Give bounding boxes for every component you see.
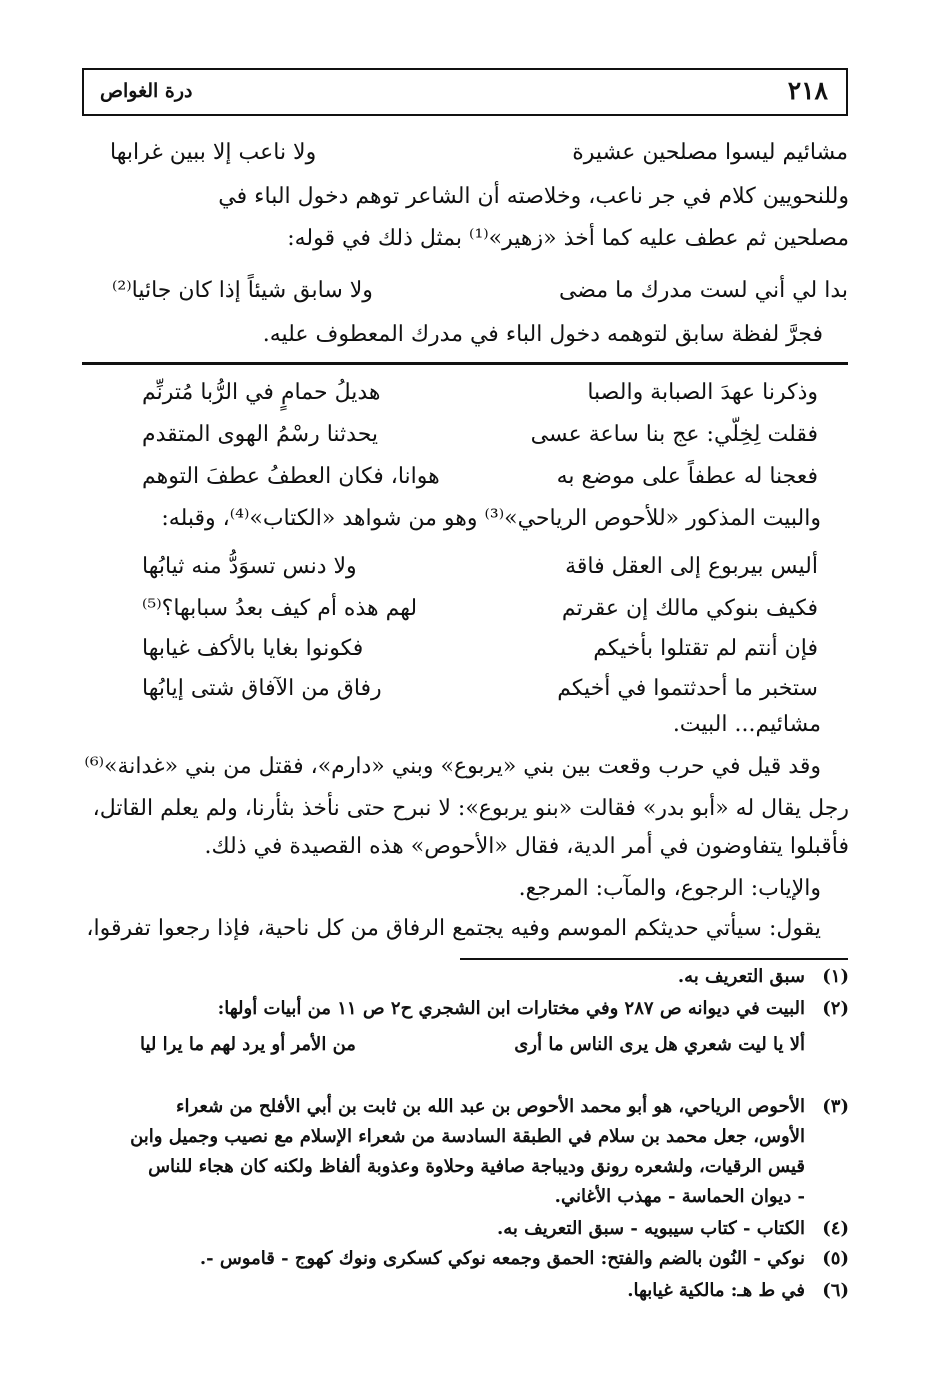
verse-first-hemistich: بدا لي أني لست مدرك ما مضى (558, 278, 848, 303)
footnote-number: (٣) (822, 1096, 849, 1117)
verse-second-hemistich: هوانا، فكان العطفُ عطفَ التوهم (142, 464, 440, 489)
verse-first-hemistich: وذكرنا عهدَ الصبابة والصبا (587, 380, 818, 405)
text-line: وللنحويين كلام في جر ناعب، وخلاصته أن الشاعر توهم دخول الباء في (218, 184, 849, 209)
verse-line (82, 554, 848, 586)
footnote-text: قيس الرقيات، ولشعره رونق وديباجة صافية وحلاوة وعذوبة ألفاظ ولكنه كان هجاء للناس (148, 1156, 805, 1177)
section-divider (82, 362, 848, 365)
verse-second-hemistich: ولا ناعب إلا ببين غرابها (110, 140, 317, 165)
verse-first-hemistich: فعجنا له عطفاً على موضع به (556, 464, 818, 489)
verse-line (82, 380, 848, 412)
footnote-text: في ط هـ: مالكية غيابها. (627, 1280, 805, 1301)
footnote-text: الكتاب - كتاب سيبويه - سبق التعريف به. (496, 1218, 805, 1239)
text-line: وقد قيل في حرب وقعت بين بني «يربوع» وبني «دارم»، فقتل من بني «غدانة»⁽⁶⁾ (84, 754, 821, 779)
verse-second-hemistich: لهم هذه أم كيف بعدُ سبابها؟⁽⁵⁾ (142, 596, 418, 621)
text-line: والبيت المذكور «للأحوص الرياحي»⁽³⁾ وهو من شواهد «الكتاب»⁽⁴⁾، وقبله: (161, 506, 821, 531)
verse-first-hemistich: أليس بيربوع إلى العقل فاقة (565, 554, 818, 579)
verse-line (82, 278, 848, 310)
verse-second-hemistich: ولا دنس تسوَدُّ منه ثيابُها (142, 554, 357, 579)
text-line: فجرَّ لفظة سابق لتوهمه دخول الباء في مدرك المعطوف عليه. (262, 322, 823, 347)
footnote-number: (٥) (822, 1248, 849, 1269)
footnote-text: الأوس، جعل محمد بن سلام في الطبقة السادسة من شعراء الإسلام مع نصيب وجميل وابن (130, 1126, 805, 1147)
footnote-text: نوكي - النُون بالضم والفتح: الحمق وجمعه نوكي كسكرى ونوك كهوج - قاموس -. (199, 1248, 805, 1269)
verse-line (82, 464, 848, 496)
verse-second-hemistich: فكونوا بغايا بالأكف غيابها (142, 636, 364, 661)
page-number: ٢١٨ (787, 76, 828, 105)
footnote-divider (460, 958, 848, 960)
footnote-text: الأحوص الرياحي، هو أبو محمد الأحوص بن عبد الله بن ثابت بن أبي الأفلح من شعراء (176, 1096, 805, 1117)
footnote-text: - ديوان الحماسة - مهذب الأغاني. (554, 1186, 805, 1207)
text-line: مشائيم... البيت. (672, 712, 821, 737)
verse-second-hemistich: يحدثنا رسْمُ الهوى المتقدم (142, 422, 379, 447)
verse-first-hemistich: فإن أنتم لم تقتلوا بأخيكم (593, 636, 818, 661)
footnote-text: البيت في ديوانه ص ٢٨٧ وفي مختارات ابن الشجري ح٢ ص ١١ من أبيات أولها: (217, 998, 805, 1019)
footnote-number: (١) (822, 966, 849, 987)
verse-first-hemistich: ستخبر ما أحدثتموا في أخيكم (557, 676, 818, 701)
text-line: مصلحين ثم عطف عليه كما أخذ «زهير»⁽¹⁾ بمثل ذلك في قوله: (287, 226, 849, 251)
verse-second-hemistich: هديلُ حمامٍ في الرُّبا مُترنِّم (142, 380, 381, 405)
footnote-number: (٤) (822, 1218, 849, 1239)
verse-first-hemistich: مشائيم ليسوا مصلحين عشيرة (572, 140, 848, 165)
verse-second-hemistich: ولا سابق شيئاً إذا كان جائيا⁽²⁾ (112, 278, 373, 303)
footnote-number: (٦) (822, 1280, 849, 1301)
verse-first-hemistich: فقلت لِخِلّي: عج بنا ساعة عسى (530, 422, 818, 447)
verse-line (82, 596, 848, 628)
text-line: والإياب: الرجوع، والمآب: المرجع. (518, 876, 821, 901)
verse-line (82, 636, 848, 668)
verse-line (82, 140, 848, 172)
verse-line (82, 676, 848, 708)
footnote-verse-first: ألا يا ليت شعري هل يرى الناس ما أرى (514, 1034, 805, 1055)
running-title: درة الغواص (100, 80, 193, 102)
verse-line (82, 422, 848, 454)
verse-first-hemistich: فكيف بنوكي مالك إن عقرتم (561, 596, 818, 621)
footnote-verse-second: من الأمر أو يرد لهم ما يرا ليا (140, 1034, 356, 1055)
page-header (82, 68, 848, 116)
text-line: رجل يقال له «أبو بدر» فقالت «بنو يربوع»: لا نبرح حتى نأخذ بثأرنا، ولم يعلم القاتل، (92, 796, 849, 821)
text-line: فأقبلوا يتفاوضون في أمر الدية، فقال «الأحوص» هذه القصيدة في ذلك. (204, 834, 849, 859)
text-line: يقول: سيأتي حديثكم الموسم وفيه يجتمع الرفاق من كل ناحية، فإذا رجعوا تفرقوا، (86, 916, 821, 941)
footnote-text: سبق التعريف به. (677, 966, 805, 987)
verse-second-hemistich: رفاق من الآفاق شتى إيابُها (142, 676, 382, 701)
footnote-number: (٢) (822, 998, 849, 1019)
